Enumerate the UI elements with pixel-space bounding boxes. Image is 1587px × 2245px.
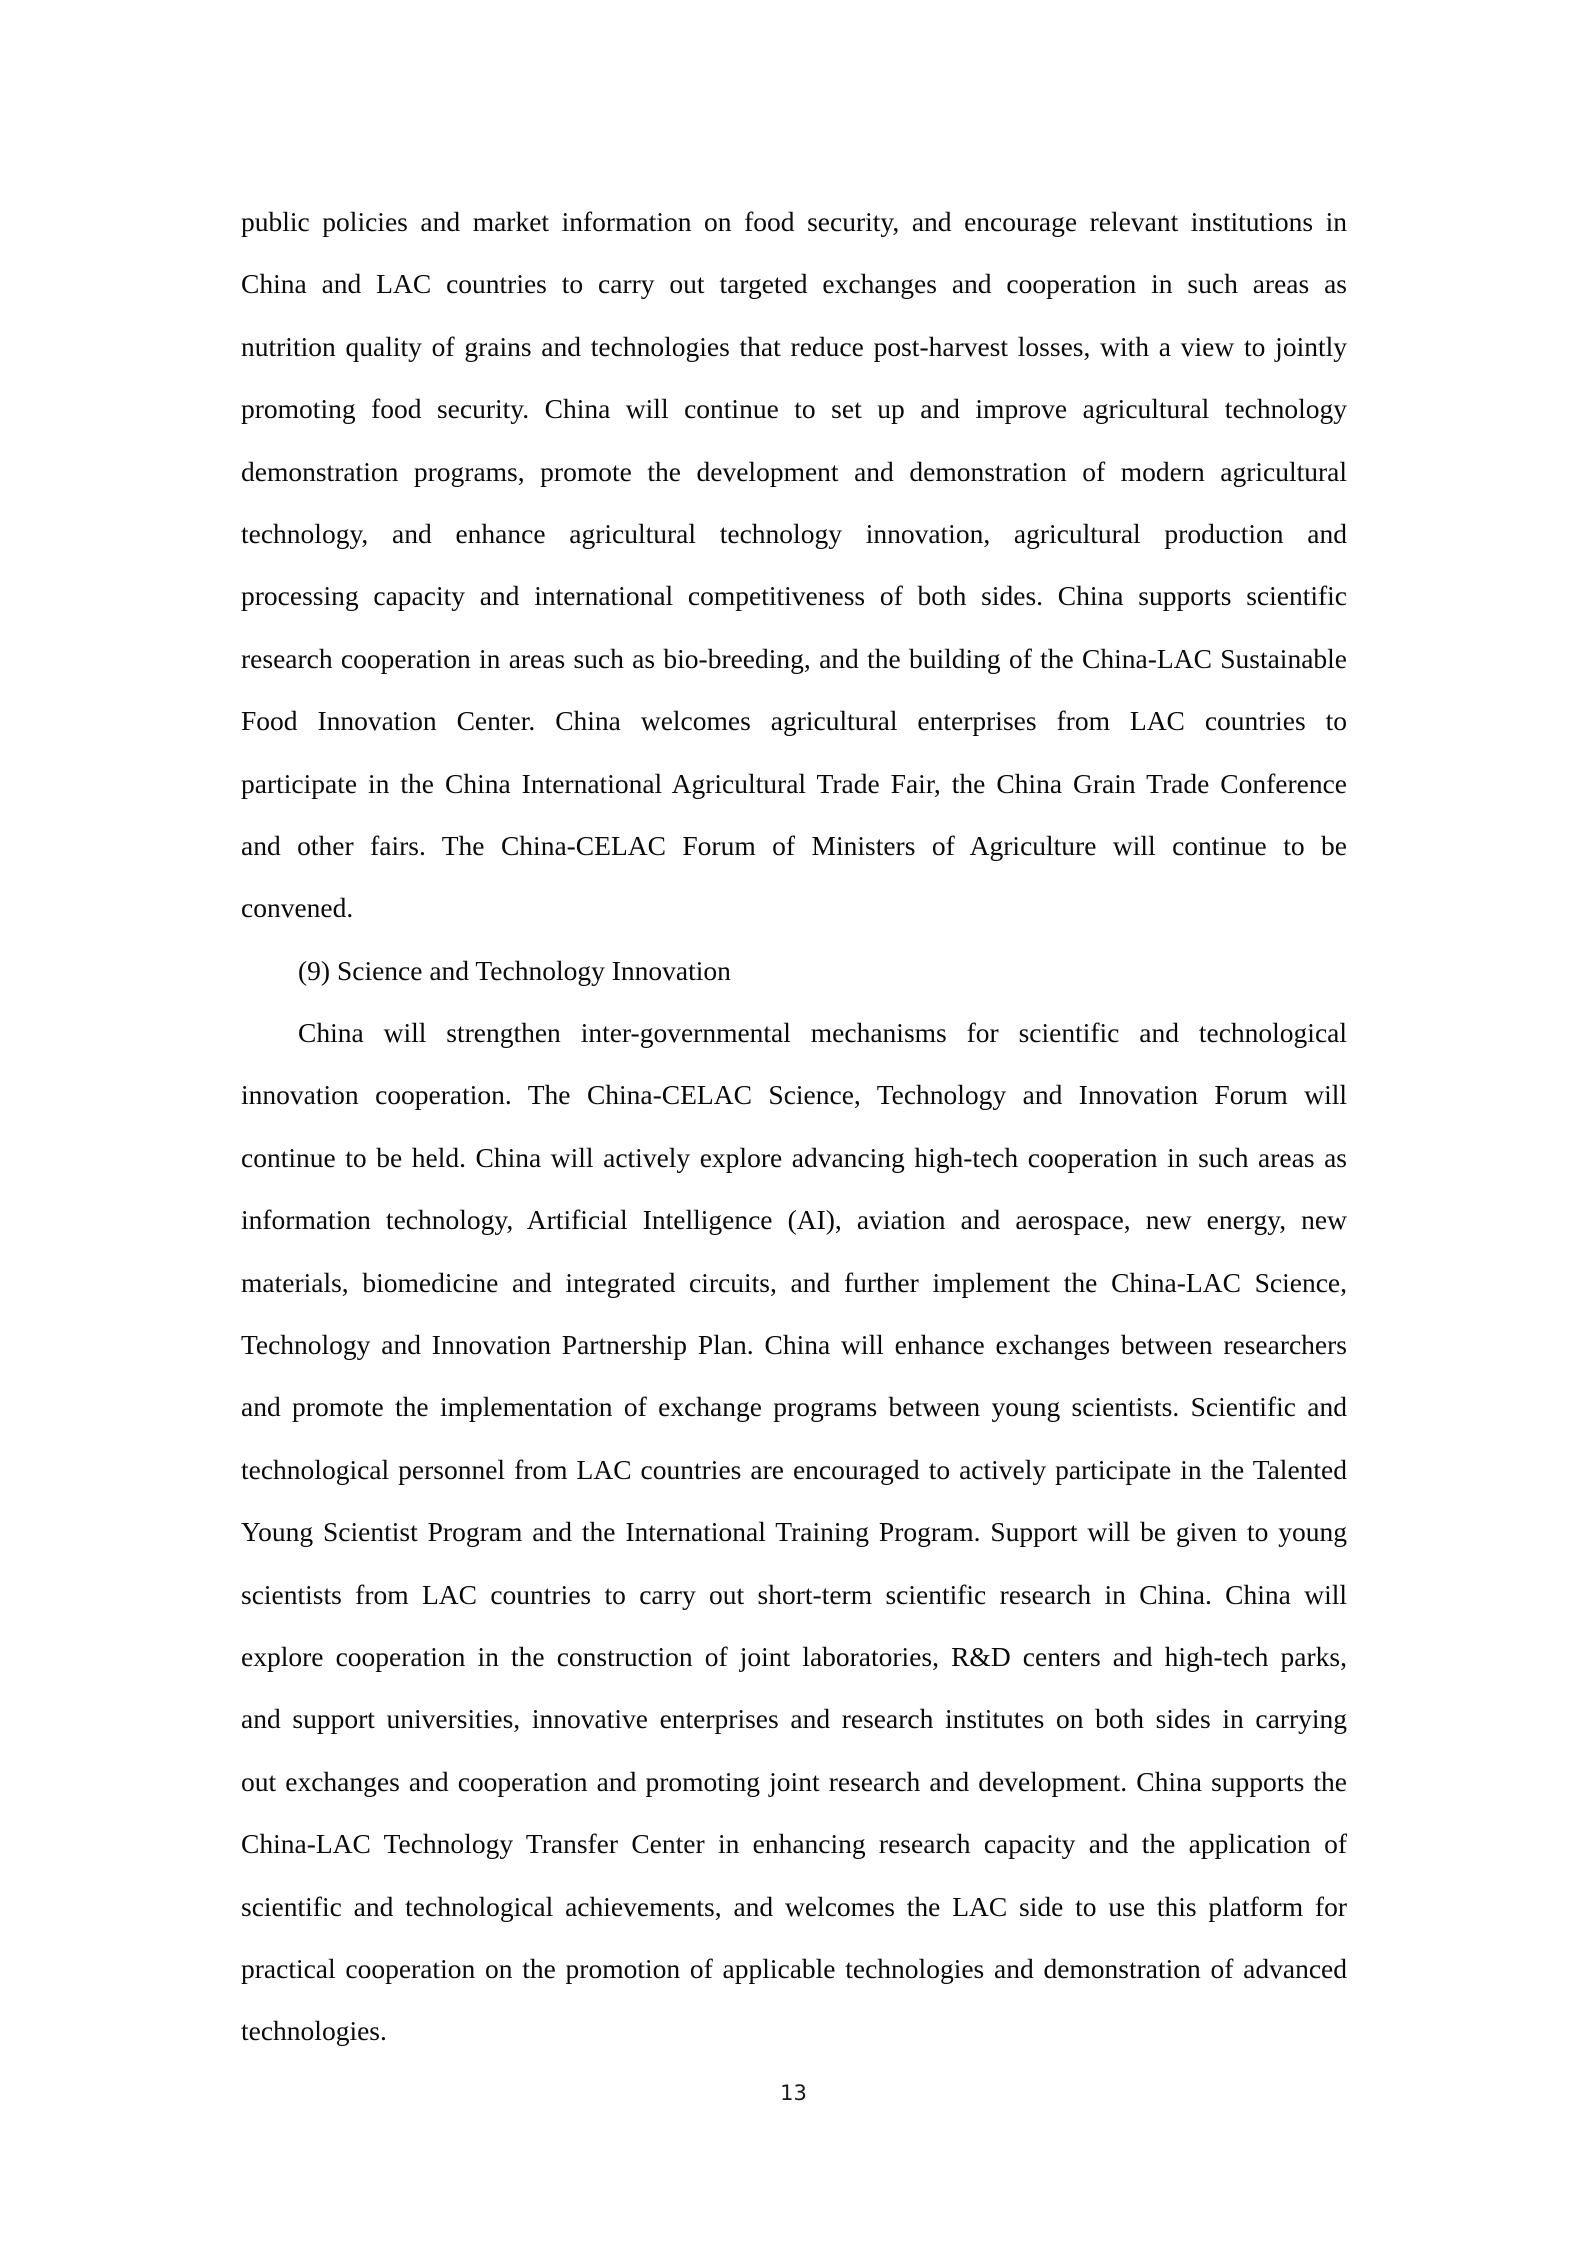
text-line: technology, and enhance agricultural technology innovation, agricultural production and (241, 517, 1347, 549)
text-line: practical cooperation on the promotion of applicable technologies and demonstration of advanced (241, 1952, 1347, 1984)
text-line: demonstration programs, promote the development and demonstration of modern agricultural (241, 455, 1347, 487)
text-line: scientists from LAC countries to carry out short-term scientific research in China. China will (241, 1578, 1347, 1610)
text-line: materials, biomedicine and integrated circuits, and further implement the China-LAC Science, (241, 1266, 1347, 1298)
body-text (241, 191, 1347, 2063)
text-line: China and LAC countries to carry out targeted exchanges and cooperation in such areas as (241, 268, 1347, 300)
text-line: public policies and market information on food security, and encourage relevant institutions in (241, 206, 1347, 237)
text-line: promoting food security. China will continue to set up and improve agricultural technology (241, 393, 1347, 425)
text-line: and other fairs. The China-CELAC Forum of Ministers of Agriculture will continue to be (241, 829, 1347, 861)
text-line: Young Scientist Program and the International Training Program. Support will be given to young (241, 1516, 1347, 1548)
text-line: Technology and Innovation Partnership Plan. China will enhance exchanges between researchers (241, 1329, 1347, 1361)
text-line: research cooperation in areas such as bio-breeding, and the building of the China-LAC Sustainable (241, 642, 1347, 674)
text-line: information technology, Artificial Intelligence (AI), aviation and aerospace, new energy, new (241, 1204, 1347, 1236)
text-line: and support universities, innovative enterprises and research institutes on both sides in carrying (241, 1703, 1347, 1735)
text-line: China-LAC Technology Transfer Center in enhancing research capacity and the application of (241, 1828, 1347, 1860)
text-line: technologies. (241, 2015, 387, 2047)
text-line: and promote the implementation of exchange programs between young scientists. Scientific and (241, 1391, 1347, 1423)
text-line: explore cooperation in the construction of joint laboratories, R&D centers and high-tech parks, (241, 1640, 1347, 1672)
text-line: convened. (241, 892, 354, 924)
text-line: scientific and technological achievements, and welcomes the LAC side to use this platform for (241, 1890, 1347, 1922)
paragraph-science-technology (241, 1002, 1347, 2063)
text-line: Food Innovation Center. China welcomes agricultural enterprises from LAC countries to (241, 705, 1347, 737)
text-line: participate in the China International Agricultural Trade Fair, the China Grain Trade Conference (241, 767, 1347, 799)
text-line: technological personnel from LAC countries are encouraged to actively participate in the Talented (241, 1453, 1347, 1485)
text-line: out exchanges and cooperation and promoting joint research and development. China supports the (241, 1765, 1347, 1797)
section-heading: (9) Science and Technology Innovation (298, 954, 731, 986)
page-number: 13 (780, 2081, 807, 2105)
paragraph-food-security (241, 191, 1347, 940)
text-line: innovation cooperation. The China-CELAC Science, Technology and Innovation Forum will (241, 1079, 1347, 1111)
text-line: continue to be held. China will actively explore advancing high-tech cooperation in such areas as (241, 1141, 1347, 1173)
text-line: China will strengthen inter-governmental mechanisms for scientific and technological (298, 1017, 1347, 1049)
text-line: processing capacity and international competitiveness of both sides. China supports scientific (241, 580, 1347, 612)
text-line: nutrition quality of grains and technologies that reduce post-harvest losses, with a view to jointly (241, 330, 1347, 362)
